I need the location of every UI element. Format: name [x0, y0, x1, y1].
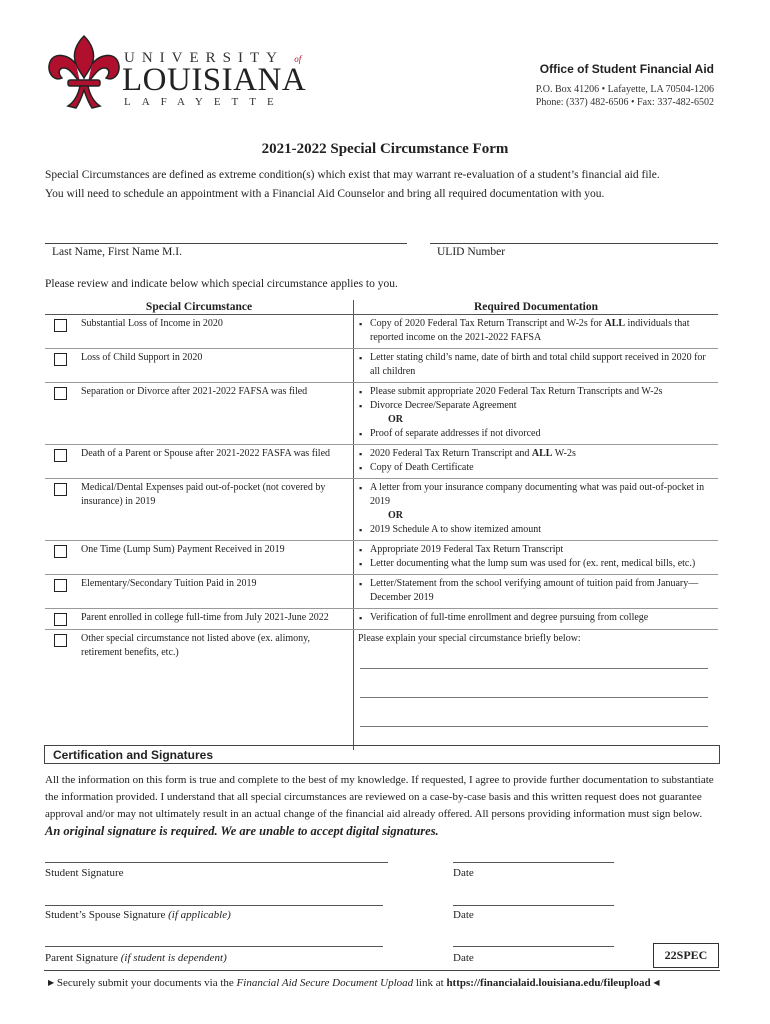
- doc-item: ▪ Divorce Decree/Separate Agreement: [370, 399, 714, 413]
- intro-line-2: You will need to schedule an appointment with a Financial Aid Counselor and bring all required documentation with you.: [45, 188, 605, 200]
- checkbox-income-loss[interactable]: [54, 319, 67, 332]
- doc-item: ▪ Letter stating child’s name, date of birth and total child support received in 2020 for all children: [370, 351, 714, 379]
- checkbox-tuition[interactable]: [54, 579, 67, 592]
- doc-item: ▪ 2019 Schedule A to show itemized amount: [370, 523, 714, 537]
- spouse-date-line[interactable]: [453, 905, 614, 906]
- parent-signature-line[interactable]: [45, 946, 383, 947]
- spouse-date-label: Date: [453, 909, 474, 921]
- parent-signature-label: Parent Signature (if student is dependent): [45, 952, 227, 964]
- or-label: OR: [388, 414, 403, 425]
- student-date-line[interactable]: [453, 862, 614, 863]
- form-code-badge: 22SPEC: [653, 943, 719, 968]
- circumstance-label: Death of a Parent or Spouse after 2021-2022 FASFA was filed: [81, 448, 331, 459]
- triangle-left-icon: ◀: [653, 978, 660, 987]
- triangle-right-icon: ▶: [48, 978, 55, 987]
- checkbox-death[interactable]: [54, 449, 67, 462]
- name-field-line[interactable]: [45, 243, 407, 244]
- student-date-label: Date: [453, 867, 474, 879]
- doc-item: ▪ Proof of separate addresses if not divorced: [370, 427, 714, 441]
- doc-item: ▪ Verification of full-time enrollment and degree pursuing from college: [370, 611, 714, 625]
- form-title: 2021-2022 Special Circumstance Form: [261, 141, 509, 157]
- certification-heading: Certification and Signatures: [44, 745, 720, 764]
- footer-text: ▶ Securely submit your documents via the Financial Aid Secure Document Upload link at https://financialaid.louisiana.edu/fileupload ◀: [48, 977, 660, 989]
- explain-prompt: Please explain your special circumstance briefly below:: [358, 633, 581, 644]
- doc-item: ▪ Copy of 2020 Federal Tax Return Transcript and W-2s for ALL individuals that reported income on the 2021-2022 FAFSA: [370, 317, 714, 345]
- circumstance-label: Separation or Divorce after 2021-2022 FAFSA was filed: [81, 386, 308, 397]
- upload-portal-name: Financial Aid Secure Document Upload: [236, 977, 414, 989]
- checkbox-separation-divorce[interactable]: [54, 387, 67, 400]
- explain-line-1[interactable]: [360, 668, 708, 669]
- table-row: [45, 630, 718, 750]
- table-row: [45, 383, 718, 445]
- certification-text: All the information on this form is true and complete to the best of my knowledge. If requested, I agree to provide further documentation to substantiate the information provided. I understand that all special circumstances are reviewed on a case-by-case basis and this written request does not guarantee approval and/or may not ultimately result in an actual change of the financial aid already offered. All persons providing information must sign below. An original signature is required. We are unable to accept digital signatures.: [45, 774, 714, 838]
- checkbox-other[interactable]: [54, 634, 67, 647]
- table-row: [45, 315, 718, 349]
- doc-item: ▪ Letter documenting what the lump sum was used for (ex. rent, medical bills, etc.): [370, 557, 714, 571]
- instructions-text: Please review and indicate below which special circumstance applies to you.: [45, 278, 398, 290]
- checkbox-medical[interactable]: [54, 483, 67, 496]
- table-row: [45, 575, 718, 609]
- ulid-field-line[interactable]: [430, 243, 718, 244]
- explain-line-2[interactable]: [360, 697, 708, 698]
- doc-item: ▪ Letter/Statement from the school verifying amount of tuition paid from January—December 2019: [370, 577, 714, 605]
- circumstance-label: Loss of Child Support in 2020: [81, 352, 203, 363]
- special-circumstance-table: [45, 300, 718, 750]
- table-row: [45, 541, 718, 575]
- fleur-de-lis-icon: [49, 36, 119, 108]
- logo-university-text: UNIVERSITY of: [124, 50, 302, 66]
- column-header-documentation: Required Documentation: [354, 300, 719, 315]
- checkbox-child-support[interactable]: [54, 353, 67, 366]
- table-row: [45, 609, 718, 630]
- intro-text: [45, 166, 735, 204]
- circumstance-label: Other special circumstance not listed above (ex. alimony, retirement benefits, etc.): [81, 633, 310, 658]
- office-address: P.O. Box 41206 • Lafayette, LA 70504-1206: [535, 84, 714, 95]
- footer-divider: [44, 970, 720, 971]
- spouse-signature-line[interactable]: [45, 905, 383, 906]
- signature-requirement: An original signature is required. We are unable to accept digital signatures.: [45, 824, 439, 838]
- checkbox-parent-enrolled[interactable]: [54, 613, 67, 626]
- table-row: [45, 445, 718, 479]
- table-row: [45, 349, 718, 383]
- doc-item: ▪ A letter from your insurance company documenting what was paid out-of-pocket in 2019: [370, 481, 714, 509]
- checkbox-lump-sum[interactable]: [54, 545, 67, 558]
- ulid-field-label: ULID Number: [437, 246, 506, 258]
- doc-item: ▪ Appropriate 2019 Federal Tax Return Transcript: [370, 543, 714, 557]
- office-title: Office of Student Financial Aid: [539, 62, 714, 76]
- intro-line-1: Special Circumstances are defined as extreme condition(s) which exist that may warrant re-evaluation of a student’s financial aid file.: [45, 169, 660, 181]
- office-phone: Phone: (337) 482-6506 • Fax: 337-482-6502: [535, 97, 714, 108]
- doc-item: ▪ Please submit appropriate 2020 Federal Tax Return Transcripts and W-2s: [370, 385, 714, 399]
- student-signature-line[interactable]: [45, 862, 388, 863]
- parent-date-label: Date: [453, 952, 474, 964]
- parent-date-line[interactable]: [453, 946, 614, 947]
- circumstance-label: Elementary/Secondary Tuition Paid in 2019: [81, 578, 257, 589]
- upload-link[interactable]: https://financialaid.louisiana.edu/fileupload: [446, 977, 651, 989]
- circumstance-label: One Time (Lump Sum) Payment Received in 2019: [81, 544, 285, 555]
- doc-item: ▪ 2020 Federal Tax Return Transcript and ALL W-2s: [370, 447, 714, 461]
- spouse-signature-label: Student’s Spouse Signature (if applicable): [45, 909, 231, 921]
- or-label: OR: [388, 510, 403, 521]
- explain-line-3[interactable]: [360, 726, 708, 727]
- circumstance-label: Substantial Loss of Income in 2020: [81, 318, 223, 329]
- doc-item: ▪ Copy of Death Certificate: [370, 461, 714, 475]
- circumstance-label: Parent enrolled in college full-time from July 2021-June 2022: [81, 612, 329, 623]
- circumstance-label: Medical/Dental Expenses paid out-of-pocket (not covered by insurance) in 2019: [81, 482, 326, 507]
- logo-lafayette-text: LAFAYETTE: [124, 96, 285, 108]
- name-field-label: Last Name, First Name M.I.: [52, 246, 182, 258]
- student-signature-label: Student Signature: [45, 867, 124, 879]
- table-row: [45, 479, 718, 541]
- column-header-circumstance: Special Circumstance: [45, 300, 354, 315]
- logo-louisiana-text: LOUISIANA: [122, 62, 307, 98]
